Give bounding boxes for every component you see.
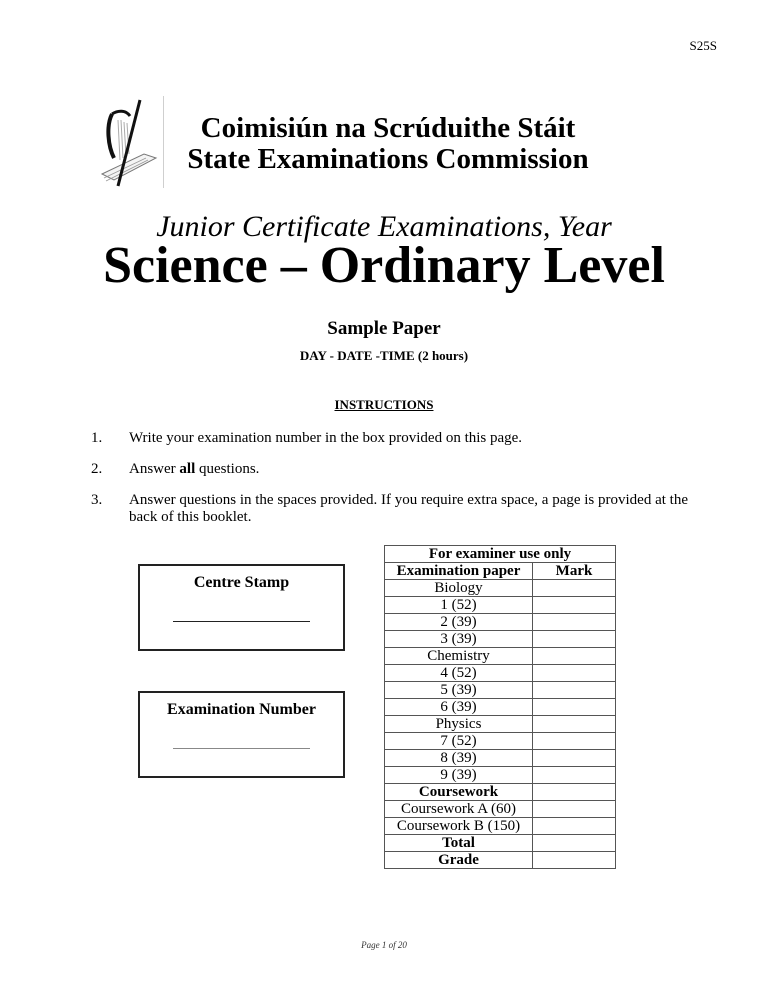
paper-label: 7 (52) bbox=[385, 733, 533, 750]
mark-cell[interactable] bbox=[533, 631, 616, 648]
table-row bbox=[385, 665, 616, 682]
paper-code: S25S bbox=[689, 38, 717, 53]
subject-title: Science – Ordinary Level bbox=[103, 237, 665, 294]
mark-cell[interactable] bbox=[533, 733, 616, 750]
table-row bbox=[385, 614, 616, 631]
mark-cell[interactable] bbox=[533, 801, 616, 818]
instruction-text: Write your examination number in the box provided on this page. bbox=[129, 430, 523, 446]
mark-cell[interactable] bbox=[533, 784, 616, 801]
instruction-number: 3. bbox=[91, 492, 103, 508]
instruction-text bbox=[129, 461, 691, 478]
table-row bbox=[385, 852, 616, 869]
centre-stamp-title: Centre Stamp bbox=[193, 574, 290, 591]
mark-cell[interactable] bbox=[533, 716, 616, 733]
instruction-text-post: questions. bbox=[195, 461, 260, 477]
mark-cell[interactable] bbox=[533, 665, 616, 682]
instruction-item bbox=[91, 430, 691, 447]
mark-cell[interactable] bbox=[533, 580, 616, 597]
table-row bbox=[385, 801, 616, 818]
paper-label: 1 (52) bbox=[385, 597, 533, 614]
instructions-heading: INSTRUCTIONS bbox=[334, 397, 434, 412]
table-row bbox=[385, 784, 616, 801]
table-header-row bbox=[385, 563, 616, 580]
centre-stamp-line bbox=[173, 621, 310, 622]
table-row bbox=[385, 818, 616, 835]
exam-datetime: DAY - DATE -TIME (2 hours) bbox=[299, 348, 469, 363]
paper-label: Coursework bbox=[385, 784, 533, 801]
mark-cell[interactable] bbox=[533, 750, 616, 767]
paper-label: 3 (39) bbox=[385, 631, 533, 648]
table-row bbox=[385, 699, 616, 716]
table-row bbox=[385, 648, 616, 665]
instruction-item bbox=[91, 492, 691, 526]
paper-label: Physics bbox=[385, 716, 533, 733]
paper-label: Grade bbox=[385, 852, 533, 869]
examination-number-title: Examination Number bbox=[167, 701, 316, 718]
table-row bbox=[385, 716, 616, 733]
instruction-item bbox=[91, 461, 691, 478]
mark-cell[interactable] bbox=[533, 852, 616, 869]
page-number-footer: Page 1 of 20 bbox=[361, 940, 407, 950]
table-row bbox=[385, 733, 616, 750]
mark-cell[interactable] bbox=[533, 835, 616, 852]
paper-label: Biology bbox=[385, 580, 533, 597]
paper-label: Chemistry bbox=[385, 648, 533, 665]
mark-cell[interactable] bbox=[533, 614, 616, 631]
table-row bbox=[385, 631, 616, 648]
paper-label: 8 (39) bbox=[385, 750, 533, 767]
paper-label: Coursework B (150) bbox=[385, 818, 533, 835]
organisation-name bbox=[168, 113, 608, 175]
table-row bbox=[385, 580, 616, 597]
centre-stamp-box[interactable] bbox=[138, 564, 345, 651]
mark-cell[interactable] bbox=[533, 682, 616, 699]
paper-label: 5 (39) bbox=[385, 682, 533, 699]
paper-type: Sample Paper bbox=[327, 318, 441, 339]
exam-series: Junior Certificate Examinations, Year bbox=[156, 210, 612, 243]
paper-label: Coursework A (60) bbox=[385, 801, 533, 818]
table-caption-row bbox=[385, 546, 616, 563]
mark-cell[interactable] bbox=[533, 818, 616, 835]
mark-cell[interactable] bbox=[533, 648, 616, 665]
mark-cell[interactable] bbox=[533, 699, 616, 716]
instruction-number: 1. bbox=[91, 430, 103, 446]
column-header-mark: Mark bbox=[533, 563, 616, 580]
harp-and-book-icon bbox=[96, 96, 162, 188]
instruction-text: Answer questions in the spaces provided. If you require extra space, a page is provided at the back of this booklet. bbox=[129, 492, 688, 525]
paper-label: 2 (39) bbox=[385, 614, 533, 631]
mark-cell[interactable] bbox=[533, 597, 616, 614]
paper-label: 4 (52) bbox=[385, 665, 533, 682]
column-header-paper: Examination paper bbox=[385, 563, 533, 580]
instruction-number: 2. bbox=[91, 461, 103, 477]
mark-cell[interactable] bbox=[533, 767, 616, 784]
paper-label: 9 (39) bbox=[385, 767, 533, 784]
organisation-name-english: State Examinations Commission bbox=[187, 143, 589, 175]
table-row bbox=[385, 597, 616, 614]
examination-number-box[interactable] bbox=[138, 691, 345, 778]
examiner-marks-table bbox=[384, 545, 616, 869]
paper-label: Total bbox=[385, 835, 533, 852]
organisation-name-irish: Coimisiún na Scrúduithe Stáit bbox=[200, 112, 576, 144]
instruction-text-pre: Answer bbox=[129, 461, 180, 477]
examination-number-line[interactable] bbox=[173, 748, 310, 749]
instruction-text-emphasis: all bbox=[179, 461, 196, 477]
table-row bbox=[385, 682, 616, 699]
logo-divider bbox=[163, 96, 164, 188]
paper-label: 6 (39) bbox=[385, 699, 533, 716]
table-row bbox=[385, 767, 616, 784]
table-caption: For examiner use only bbox=[385, 546, 616, 563]
table-row bbox=[385, 750, 616, 767]
table-row bbox=[385, 835, 616, 852]
